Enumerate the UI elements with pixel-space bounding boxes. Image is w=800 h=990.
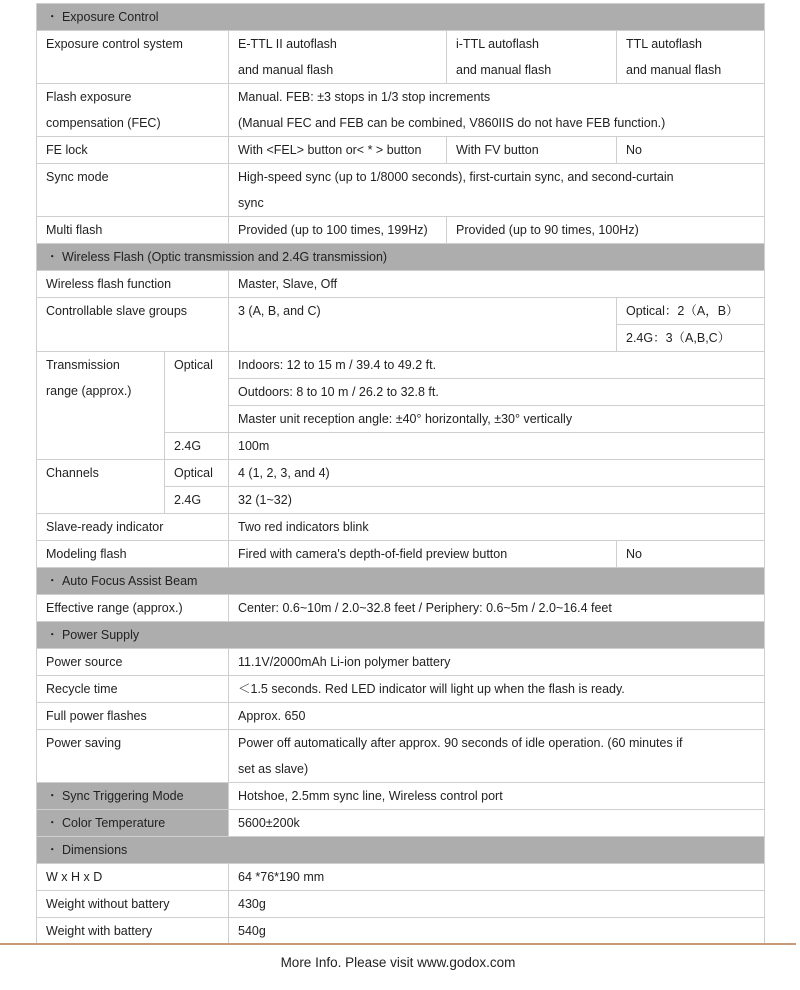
fec-label: Flash exposure compensation (FEC) (37, 84, 229, 137)
slave-groups-optical: Optical：2（A，B） (617, 298, 765, 325)
channels-optical-value: 4 (1, 2, 3, and 4) (229, 460, 765, 487)
section-dimensions: ・ Dimensions (37, 837, 765, 864)
fe-lock-nikon: With FV button (447, 137, 617, 164)
channels-24g-value: 32 (1~32) (229, 487, 765, 514)
channels-label: Channels (37, 460, 165, 514)
spec-table (36, 3, 765, 945)
weight-with-battery-value: 540g (229, 918, 765, 945)
fec-value: Manual. FEB: ±3 stops in 1/3 stop increments (Manual FEC and FEB can be combined, V860IIS do not have FEB function.) (229, 84, 765, 137)
color-temperature-value: 5600±200k (229, 810, 765, 837)
sync-mode-label: Sync mode (37, 164, 229, 217)
transmission-range-label: Transmission range (approx.) (37, 352, 165, 460)
full-power-value: Approx. 650 (229, 703, 765, 730)
range-24g-value: 100m (229, 433, 765, 460)
ettl-cell: E-TTL II autoflash and manual flash (229, 31, 447, 84)
slave-groups-label: Controllable slave groups (37, 298, 229, 352)
channels-optical-label: Optical (165, 460, 229, 487)
modeling-flash-label: Modeling flash (37, 541, 229, 568)
weight-without-battery-value: 430g (229, 891, 765, 918)
whd-label: W x H x D (37, 864, 229, 891)
section-af-assist: ・ Auto Focus Assist Beam (37, 568, 765, 595)
modeling-flash-value: Fired with camera's depth-of-field preview button (229, 541, 617, 568)
slave-ready-label: Slave-ready indicator (37, 514, 229, 541)
range-optical-label: Optical (165, 352, 229, 433)
footer-text: More Info. Please visit www.godox.com (280, 955, 516, 970)
sync-mode-value: High-speed sync (up to 1/8000 seconds), first-curtain sync, and second-curtain sync (229, 164, 765, 217)
multi-flash-value-1: Provided (up to 100 times, 199Hz) (229, 217, 447, 244)
full-power-label: Full power flashes (37, 703, 229, 730)
af-range-label: Effective range (approx.) (37, 595, 229, 622)
ttl-cell: TTL autoflash and manual flash (617, 31, 765, 84)
fe-lock-sony: No (617, 137, 765, 164)
section-power-supply: ・ Power Supply (37, 622, 765, 649)
slave-groups-24g: 2.4G：3（A,B,C） (617, 325, 765, 352)
multi-flash-label: Multi flash (37, 217, 229, 244)
recycle-time-label: Recycle time (37, 676, 229, 703)
range-reception-angle: Master unit reception angle: ±40° horizontally, ±30° vertically (229, 406, 765, 433)
fe-lock-label: FE lock (37, 137, 229, 164)
weight-without-battery-label: Weight without battery (37, 891, 229, 918)
power-source-value: 11.1V/2000mAh Li-ion polymer battery (229, 649, 765, 676)
section-wireless-flash: ・ Wireless Flash (Optic transmission and 2.4G transmission) (37, 244, 765, 271)
modeling-flash-no: No (617, 541, 765, 568)
af-range-value: Center: 0.6~10m / 2.0~32.8 feet / Periphery: 0.6~5m / 2.0~16.4 feet (229, 595, 765, 622)
section-exposure-control: ・ Exposure Control (37, 4, 765, 31)
power-saving-label: Power saving (37, 730, 229, 783)
recycle-time-value: ＜1.5 seconds. Red LED indicator will light up when the flash is ready. (229, 676, 765, 703)
wireless-function-label: Wireless flash function (37, 271, 229, 298)
ittl-cell: i-TTL autoflash and manual flash (447, 31, 617, 84)
multi-flash-value-2: Provided (up to 90 times, 100Hz) (447, 217, 765, 244)
slave-groups-value: 3 (A, B, and C) (229, 298, 617, 352)
range-24g-label: 2.4G (165, 433, 229, 460)
fe-lock-canon: With <FEL> button or< * > button (229, 137, 447, 164)
power-source-label: Power source (37, 649, 229, 676)
channels-24g-label: 2.4G (165, 487, 229, 514)
slave-ready-value: Two red indicators blink (229, 514, 765, 541)
exposure-system-label: Exposure control system (37, 31, 229, 84)
sync-triggering-value: Hotshoe, 2.5mm sync line, Wireless control port (229, 783, 765, 810)
footer-divider (0, 943, 796, 945)
range-outdoors: Outdoors: 8 to 10 m / 26.2 to 32.8 ft. (229, 379, 765, 406)
whd-value: 64 *76*190 mm (229, 864, 765, 891)
range-indoors: Indoors: 12 to 15 m / 39.4 to 49.2 ft. (229, 352, 765, 379)
wireless-function-value: Master, Slave, Off (229, 271, 765, 298)
section-sync-triggering: ・ Sync Triggering Mode (37, 783, 229, 810)
section-color-temperature: ・ Color Temperature (37, 810, 229, 837)
power-saving-value: Power off automatically after approx. 90 seconds of idle operation. (60 minutes if set as slave) (229, 730, 765, 783)
weight-with-battery-label: Weight with battery (37, 918, 229, 945)
